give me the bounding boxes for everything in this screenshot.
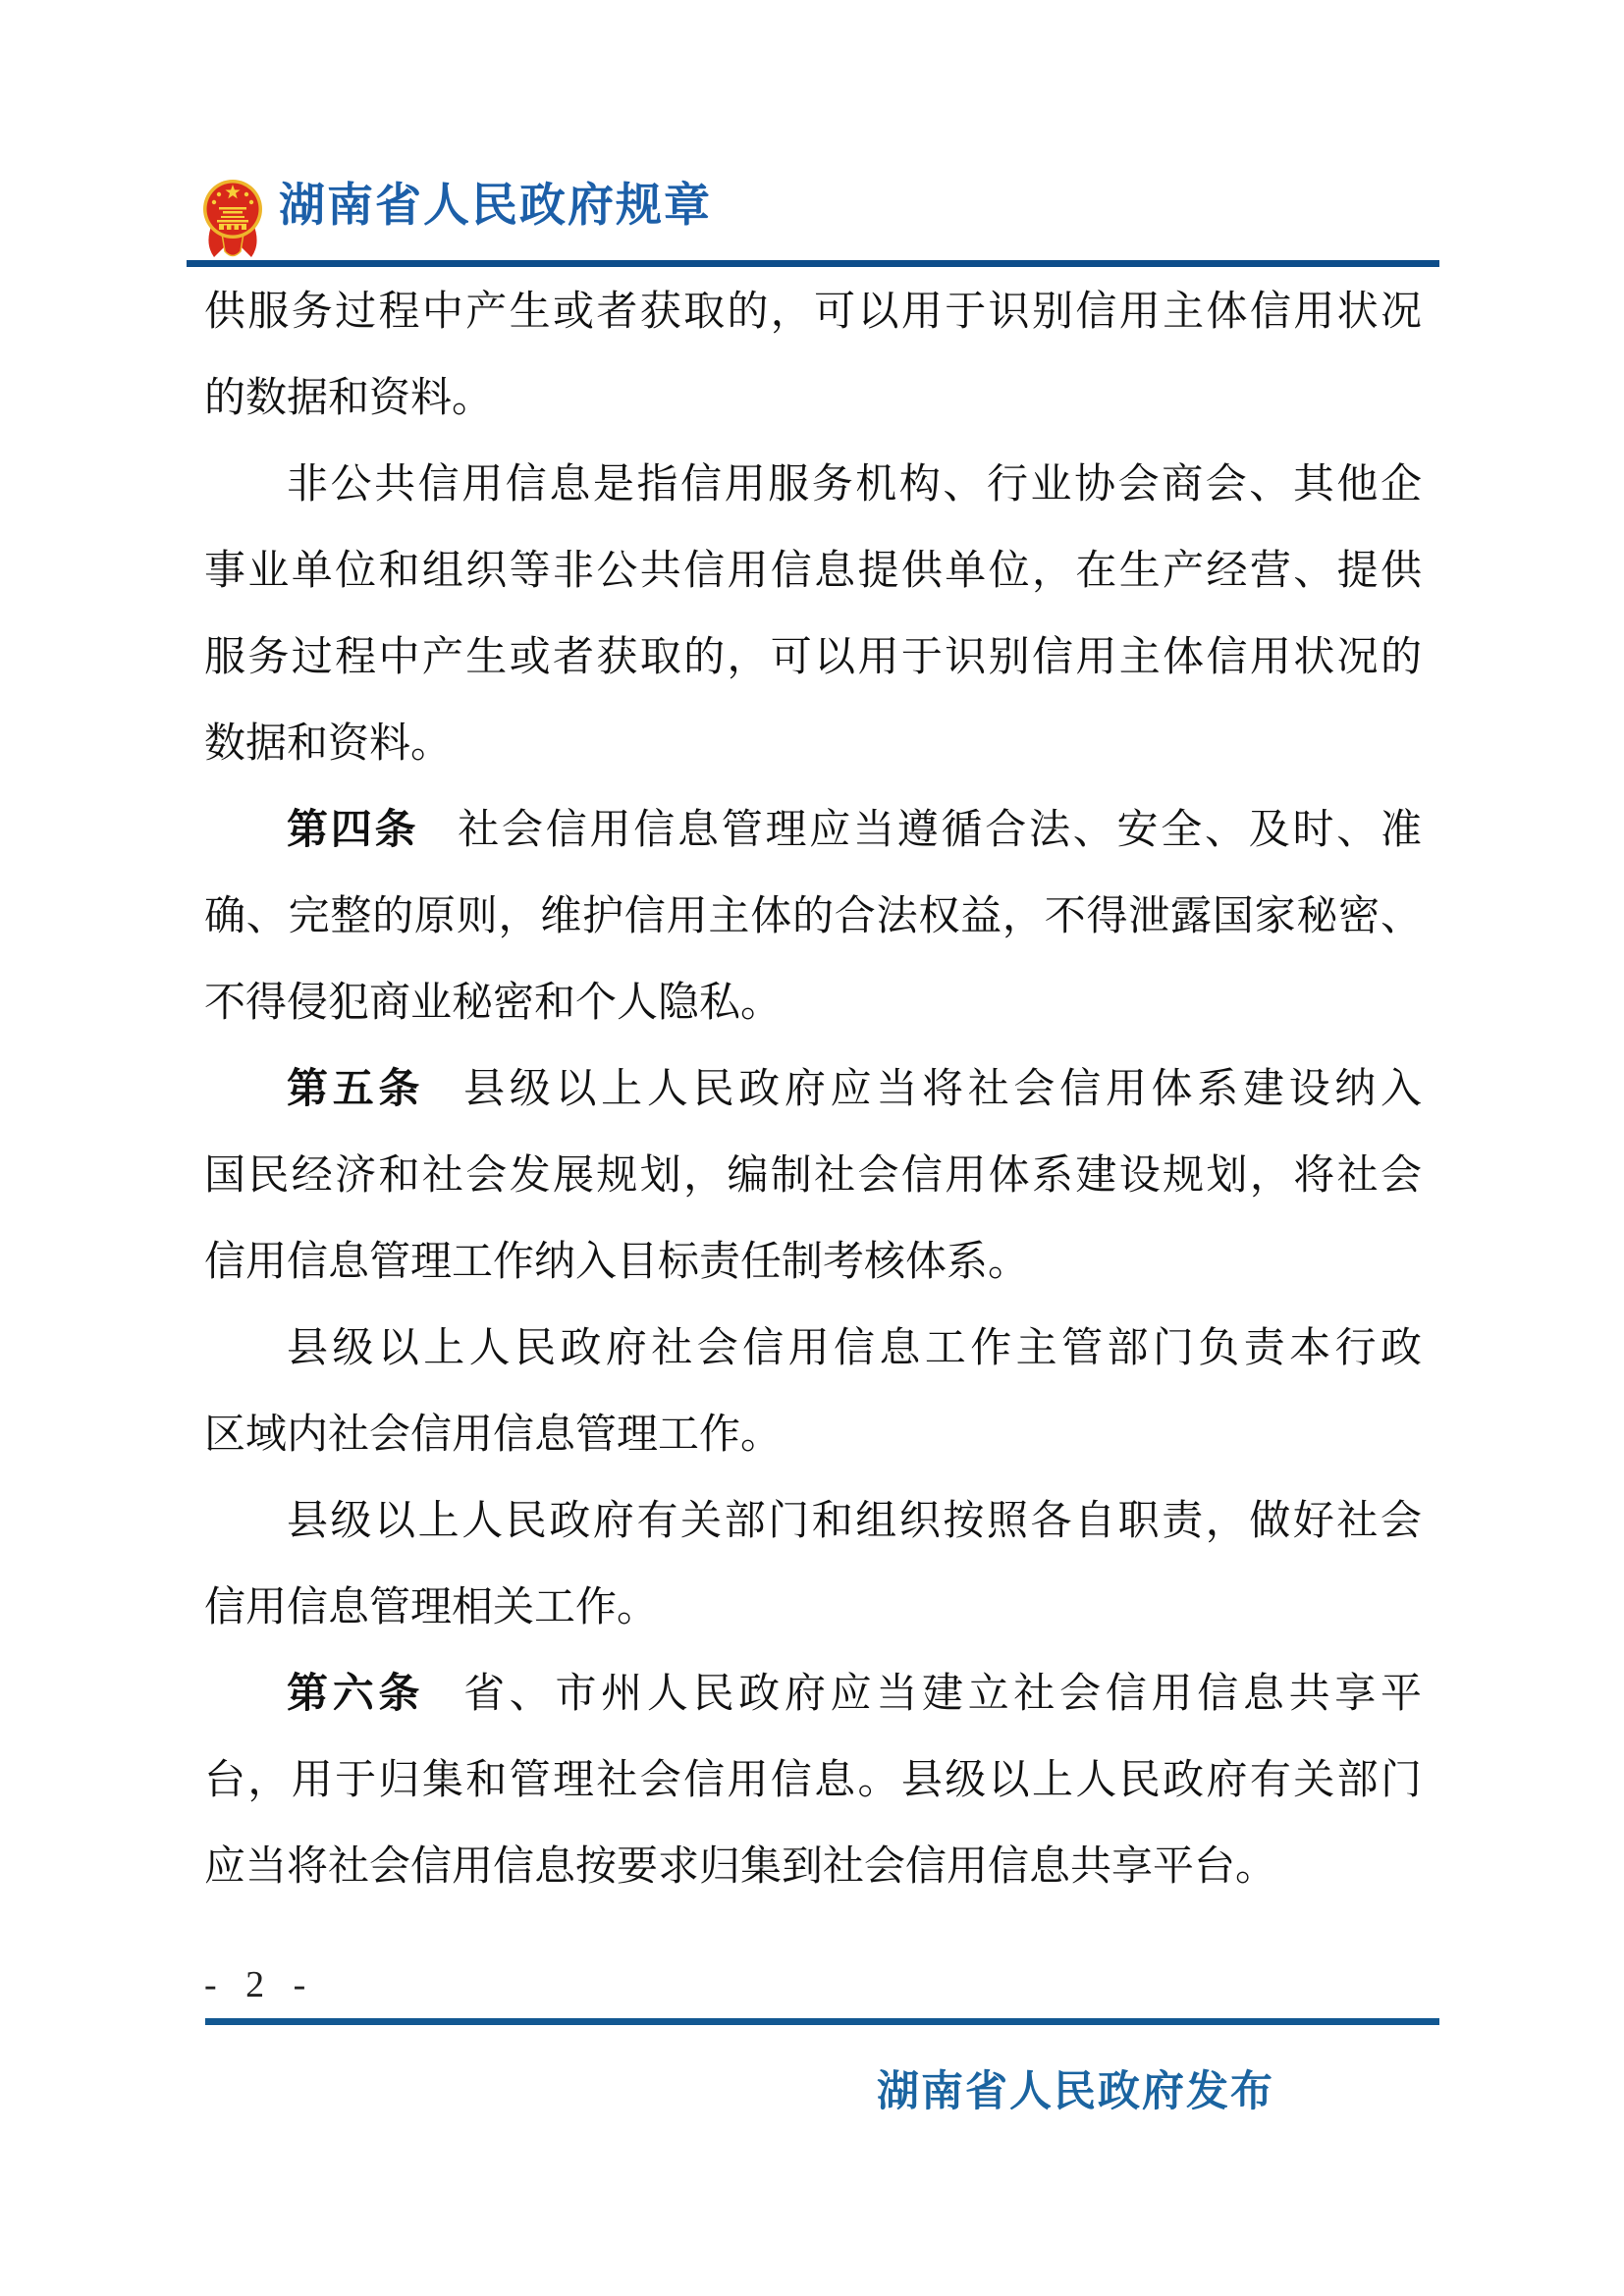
text-line: 第五条 县级以上人民政府应当将社会信用体系建设纳入 (287, 1067, 1422, 1112)
text-line: 第六条 省、市州人民政府应当建立社会信用信息共享平 (287, 1672, 1422, 1717)
text-line: 国民经济和社会发展规划，编制社会信用体系建设规划，将社会 (204, 1153, 1422, 1199)
text-line: 确、完整的原则，维护信用主体的合法权益，不得泄露国家秘密、 (204, 894, 1422, 939)
text-line: 信用信息管理相关工作。 (204, 1585, 659, 1630)
header-divider (187, 260, 1439, 267)
text-line: 供服务过程中产生或者获取的，可以用于识别信用主体信用状况 (204, 290, 1422, 335)
text-line: 服务过程中产生或者获取的，可以用于识别信用主体信用状况的 (204, 635, 1422, 680)
publisher-label: 湖南省人民政府发布 (877, 2069, 1274, 2115)
text-line: 台，用于归集和管理社会信用信息。县级以上人民政府有关部门 (204, 1758, 1422, 1803)
text-line: 不得侵犯商业秘密和个人隐私。 (204, 981, 783, 1026)
page-title: 湖南省人民政府规章 (279, 181, 712, 232)
text-line: 数据和资料。 (204, 721, 453, 767)
page-number: - 2 - (204, 1964, 316, 2005)
text-line: 应当将社会信用信息按要求归集到社会信用信息共享平台。 (204, 1844, 1277, 1890)
china-national-emblem-icon (202, 179, 263, 261)
text-line: 事业单位和组织等非公共信用信息提供单位，在生产经营、提供 (204, 549, 1422, 594)
text-line: 县级以上人民政府有关部门和组织按照各自职责，做好社会 (287, 1499, 1422, 1544)
text-line: 区域内社会信用信息管理工作。 (204, 1413, 783, 1458)
article-number: 第四条 (287, 808, 419, 853)
text-line: 县级以上人民政府社会信用信息工作主管部门负责本行政 (287, 1326, 1422, 1371)
document-body (204, 269, 1422, 1910)
article-number: 第六条 (287, 1672, 425, 1717)
text-line: 非公共信用信息是指信用服务机构、行业协会商会、其他企 (287, 462, 1422, 507)
article-number: 第五条 (287, 1067, 425, 1112)
text-line: 信用信息管理工作纳入目标责任制考核体系。 (204, 1240, 1030, 1285)
footer-divider (205, 2018, 1439, 2025)
text-line: 的数据和资料。 (204, 376, 494, 421)
text-line: 第四条 社会信用信息管理应当遵循合法、安全、及时、准 (287, 808, 1422, 853)
